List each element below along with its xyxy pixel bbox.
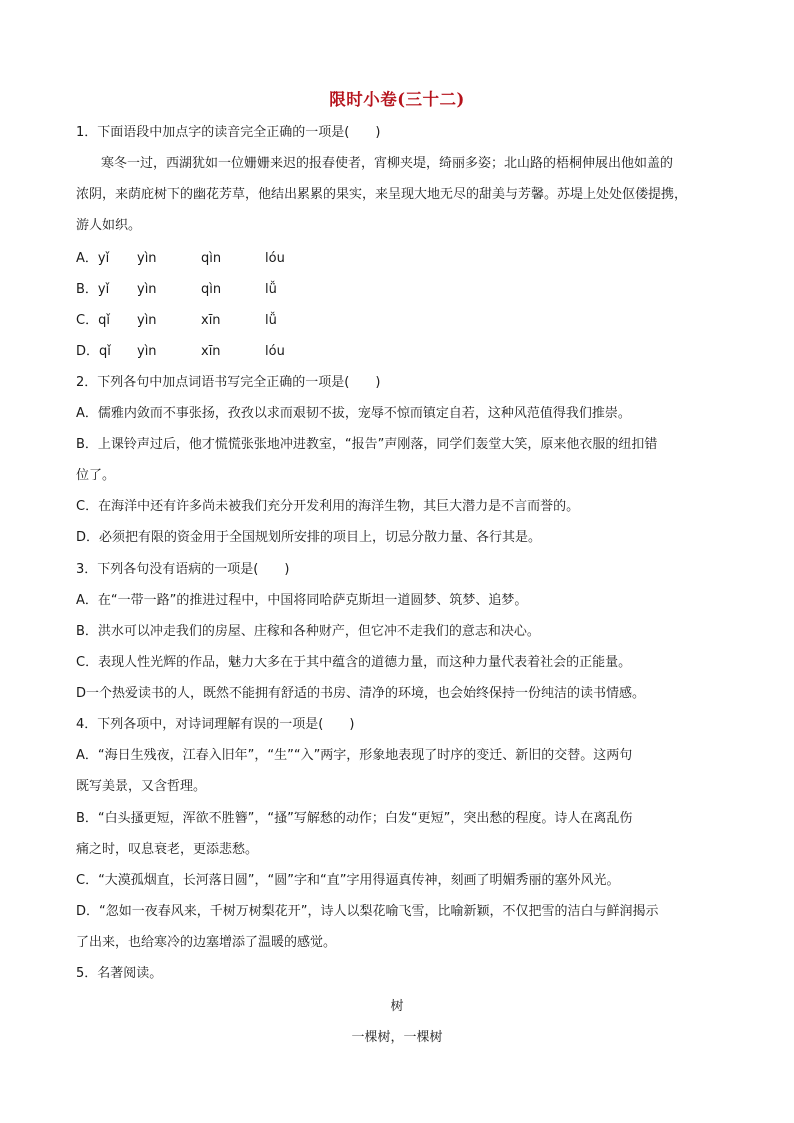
question-3-option-a: A．在“一带一路”的推进过程中，中国将同哈萨克斯坦一道圆梦、筑梦、追梦。 <box>76 593 528 608</box>
question-2-option-d: D．必须把有限的资金用于全国规划所安排的项目上，切忌分散力量、各行其是。 <box>76 530 542 545</box>
option-letter: A．yǐ <box>76 251 110 266</box>
question-3-option-c: C．表现人性光辉的作品，魅力大多在于其中蕴含的道德力量，而这种力量代表着社会的正能量。 <box>76 655 632 670</box>
option-pinyin: xīn <box>201 313 221 328</box>
question-4-option-b-cont: 痛之时，叹息衰老，更添悲愁。 <box>76 842 259 857</box>
question-2-option-c: C．在海洋中还有许多尚未被我们充分开发利用的海洋生物，其巨大潜力是不言而誉的。 <box>76 499 580 514</box>
question-3-option-d: D一个热爱读书的人，既然不能拥有舒适的书房、清净的环境，也会始终保持一份纯洁的读书情感。 <box>76 686 646 701</box>
question-2-option-b: B．上课铃声过后，他才慌慌张张地冲进教室，“报告”声刚落，同学们轰堂大笑，原来他衣服的纽扣错 <box>76 437 658 452</box>
poem-title: 树 <box>390 999 404 1014</box>
option-pinyin: yìn <box>137 313 157 328</box>
question-5-stem: 5．名著阅读。 <box>76 966 163 981</box>
option-pinyin: qìn <box>201 282 222 297</box>
question-3-option-b: B．洪水可以冲走我们的房屋、庄稼和各种财产，但它冲不走我们的意志和决心。 <box>76 624 540 639</box>
question-1-passage-line: 浓阴，来荫庇树下的幽花芳草，他结出累累的果实，来呈现大地无尽的甜美与芳馨。苏堤上处处伛偻提携， <box>76 187 688 202</box>
option-pinyin: lǚ <box>265 313 277 328</box>
page-title: 限时小卷(三十二) <box>329 90 465 109</box>
option-letter: D．qǐ <box>76 344 111 359</box>
question-3-stem: 3．下列各句没有语病的一项是( ) <box>76 562 290 577</box>
option-pinyin: qìn <box>201 251 222 266</box>
question-4-option-d-cont: 了出来，也给寒冷的边塞增添了温暖的感觉。 <box>76 935 337 950</box>
question-2-stem: 2．下列各句中加点词语书写完全正确的一项是( ) <box>76 375 381 390</box>
question-4-option-a: A．“海日生残夜，江春入旧年”，“生”“入”两字，形象地表现了时序的变迁、新旧的交替。这两句 <box>76 748 633 763</box>
option-pinyin: lóu <box>265 344 285 359</box>
question-4-option-d: D．“忽如一夜春风来，千树万树梨花开”，诗人以梨花喻飞雪，比喻新颖，不仅把雪的洁白与鲜润揭示 <box>76 904 659 919</box>
poem-line: 一棵树，一棵树 <box>351 1030 443 1045</box>
question-2-option-a: A．儒雅内敛而不事张扬，孜孜以求而艰韧不拔，宠辱不惊而镇定自若，这种风范值得我们推崇。 <box>76 406 631 421</box>
option-pinyin: lǚ <box>265 282 277 297</box>
option-letter: B．yǐ <box>76 282 110 297</box>
question-1-passage-line: 寒冬一过，西湖犹如一位姗姗来迟的报春使者，宵柳夹堤，绮丽多姿；北山路的梧桐伸展出他如盖的 <box>101 156 674 171</box>
option-pinyin: yìn <box>137 282 157 297</box>
question-1-passage-line: 游人如织。 <box>76 218 142 233</box>
option-pinyin: yìn <box>137 344 157 359</box>
question-4-option-b: B．“白头搔更短，浑欲不胜簪”，“搔”写解愁的动作；白发“更短”，突出愁的程度。诗人在离乱伤 <box>76 811 633 826</box>
option-pinyin: lóu <box>265 251 285 266</box>
option-pinyin: xīn <box>201 344 221 359</box>
option-letter: C．qǐ <box>76 313 110 328</box>
option-pinyin: yìn <box>137 251 157 266</box>
question-4-stem: 4．下列各项中，对诗词理解有误的一项是( ) <box>76 717 355 732</box>
question-1-stem: 1．下面语段中加点字的读音完全正确的一项是( ) <box>76 125 381 140</box>
question-4-option-c: C．“大漠孤烟直，长河落日圆”，“圆”字和“直”字用得逼真传神，刻画了明媚秀丽的塞外风光。 <box>76 873 620 888</box>
question-4-option-a-cont: 既写美景，又含哲理。 <box>76 779 207 794</box>
question-2-option-b-cont: 位了。 <box>76 468 116 483</box>
